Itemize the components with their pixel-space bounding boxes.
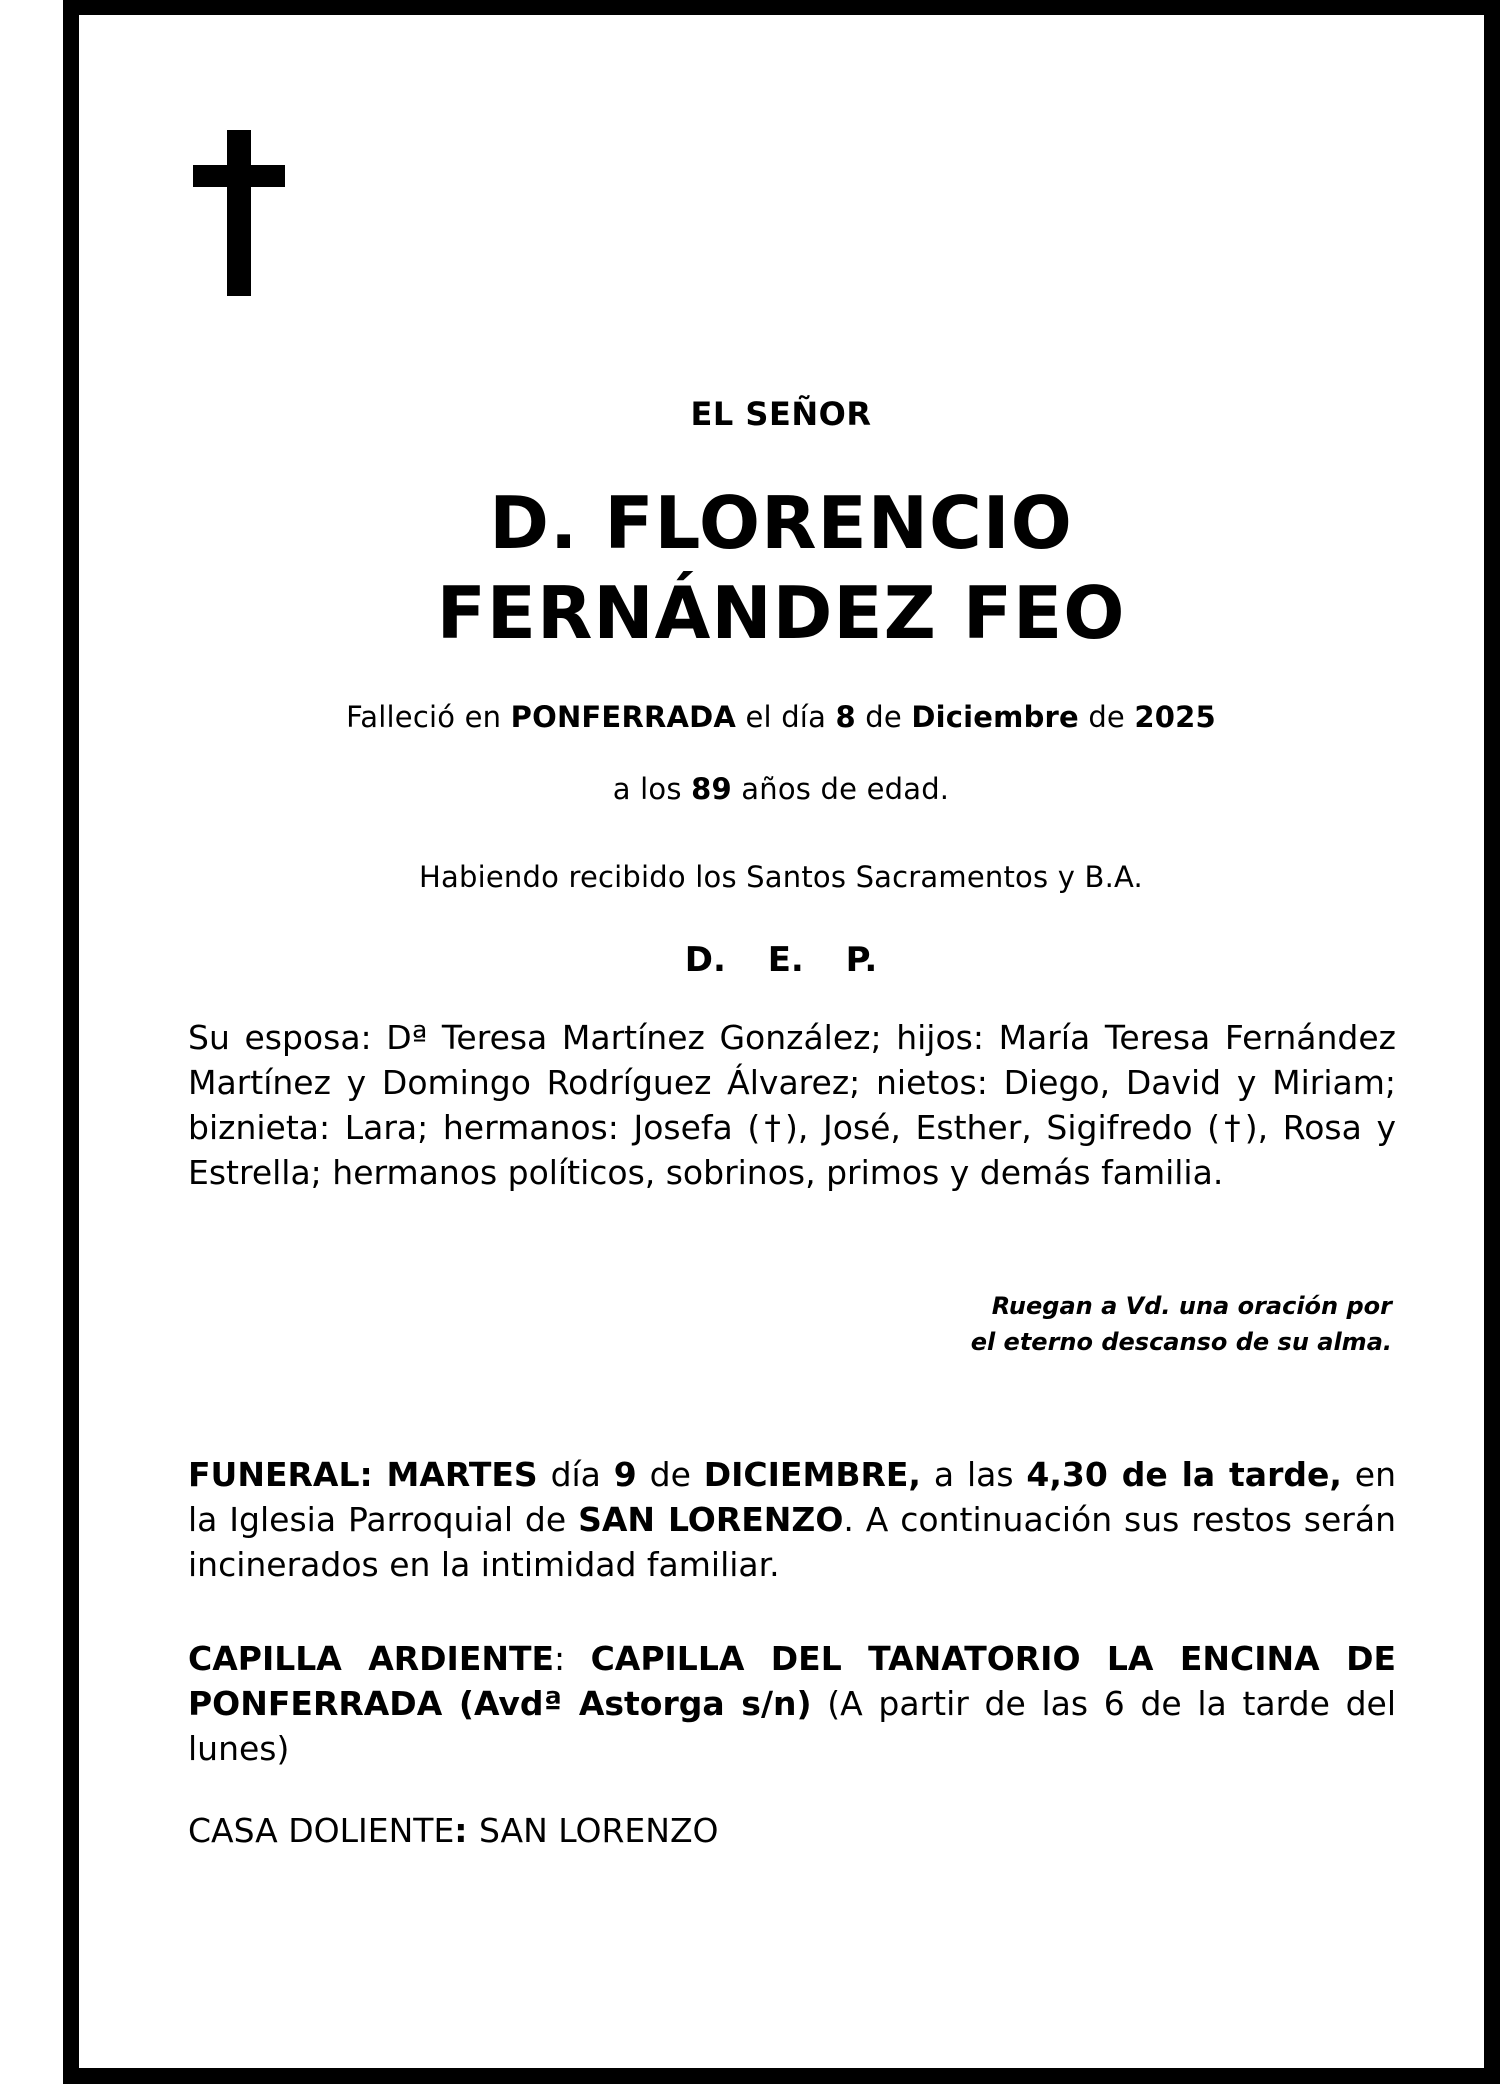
death-text: de [1078,700,1135,734]
death-place: PONFERRADA [510,700,737,734]
capilla-place: CAPILLA DEL TANATORIO LA ENCINA DE PONFERRADA (Avdª Astorga s/n) [188,1639,1397,1723]
deceased-name [78,478,1484,658]
death-year: 2025 [1134,700,1216,734]
death-day: 8 [835,700,856,734]
cross-vertical-bar [227,130,251,296]
age-info [78,772,1484,806]
funeral-month: DICIEMBRE, [703,1455,921,1494]
latin-cross-icon [193,130,285,296]
funeral-time: 4,30 de la tarde, [1026,1455,1342,1494]
prayer-request [900,1288,1392,1360]
age-value: 89 [691,772,732,806]
family-paragraph: Su esposa: Dª Teresa Martínez González; hijos: María Teresa Fernández Martínez y Domingo Rodríguez Álvarez; nietos: Diego, David y Miriam; biznieta: Lara; hermanos: Josefa (†), José, Esther, Sigifredo (†), Rosa y Estrella; hermanos políticos, sobrinos, primos y demás familia. [188,1018,1396,1192]
name-line-1: D. FLORENCIO [489,481,1073,565]
capilla-note: (A partir de las 6 de la tarde del lunes) [188,1684,1396,1768]
capilla-separator: : [554,1639,591,1678]
funeral-label: FUNERAL: MARTES [188,1455,538,1494]
funeral-text: . A continuación sus restos serán incinerados en la intimidad familiar. [188,1500,1397,1584]
funeral-text: de [636,1455,704,1494]
death-month: Diciembre [911,700,1079,734]
age-suffix: años de edad. [741,772,950,806]
funeral-day: 9 [613,1455,637,1494]
name-line-2: FERNÁNDEZ FEO [436,571,1126,655]
funeral-church: SAN LORENZO [578,1500,844,1539]
cross-horizontal-bar [193,165,285,187]
death-text: el día [736,700,836,734]
sacraments-line: Habiendo recibido los Santos Sacramentos y B.A. [419,860,1143,894]
honorific-subtitle: EL SEÑOR [690,395,872,433]
casa-doliente-line [188,1808,1396,1853]
casa-label: CASA DOLIENTE [188,1811,455,1850]
death-text: de [855,700,912,734]
capilla-label: CAPILLA ARDIENTE [188,1639,555,1678]
death-prefix: Falleció en [346,700,511,734]
age-prefix: a los [612,772,692,806]
funeral-text: día [537,1455,614,1494]
prayer-line-2: el eterno descanso de su alma. [970,1328,1392,1356]
casa-value: SAN LORENZO [478,1811,719,1850]
casa-separator: : [454,1811,479,1850]
funeral-paragraph [188,1452,1396,1587]
prayer-line-1: Ruegan a Vd. una oración por [991,1292,1392,1320]
funeral-text: a las [920,1455,1027,1494]
death-info [78,700,1484,734]
dep-abbreviation: D. E. P. [684,940,878,980]
capilla-ardiente-paragraph [188,1636,1396,1771]
funeral-text: en la Iglesia Parroquial de [188,1455,1397,1539]
